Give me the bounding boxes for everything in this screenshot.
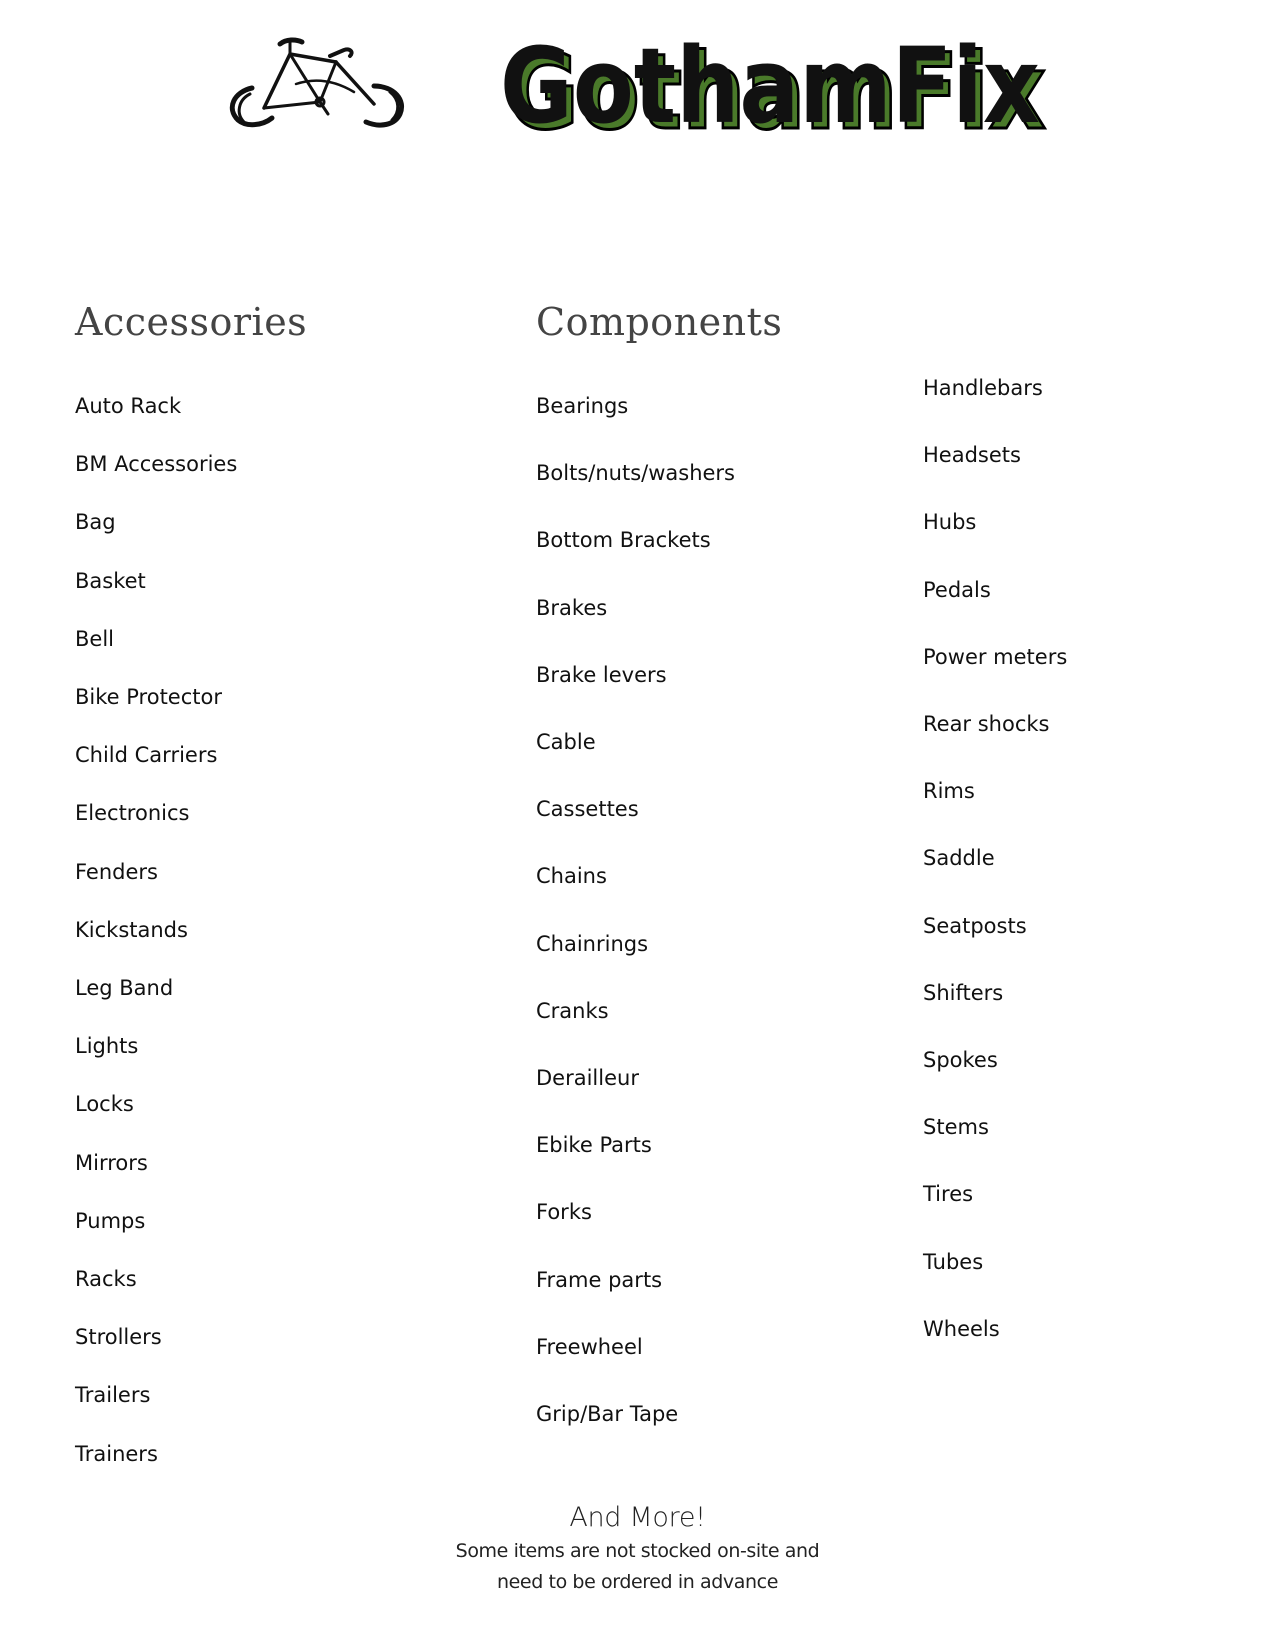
- footer-title: And More!: [569, 1502, 706, 1533]
- accessories-list-item: Pumps: [75, 1208, 146, 1233]
- components-list-item: Derailleur: [536, 1066, 639, 1090]
- footer: [0, 1500, 1275, 1598]
- components-list-item: Cranks: [536, 998, 609, 1023]
- components-list-item: Forks: [536, 1200, 592, 1225]
- accessories-list-item: Trailers: [75, 1383, 151, 1408]
- accessories-list-item: Fenders: [75, 859, 158, 884]
- accessories-list-item: Locks: [75, 1092, 134, 1117]
- accessories-list-item: BM Accessories: [75, 452, 238, 477]
- components-list-item: Bolts/nuts/washers: [536, 461, 735, 486]
- components-list-item: Wheels: [923, 1316, 1000, 1341]
- accessories-list-item: Lights: [75, 1034, 139, 1059]
- accessories-list-item: Trainers: [75, 1441, 158, 1466]
- components-list-item: Stems: [923, 1115, 989, 1140]
- accessories-list-item: Child Carriers: [75, 743, 218, 768]
- components-list-item: Ebike Parts: [536, 1133, 652, 1158]
- components-list-item: Handlebars: [923, 376, 1043, 400]
- components-list-item: Bottom Brackets: [536, 528, 711, 553]
- components-list-item: Shifters: [923, 980, 1004, 1005]
- components-list-item: Freewheel: [536, 1334, 643, 1359]
- components-list-item: Bearings: [536, 394, 629, 418]
- page-header: [0, 0, 1275, 160]
- components-list-item: Rear shocks: [923, 712, 1050, 736]
- components-heading: Components: [536, 300, 783, 344]
- components-list-item: Pedals: [923, 577, 991, 602]
- accessories-list-item: Bell: [75, 626, 114, 651]
- components-list-item: Rims: [923, 779, 975, 804]
- components-list-item: Tires: [923, 1182, 974, 1207]
- components-list-item: Spokes: [923, 1048, 998, 1072]
- components-list-item: Frame parts: [536, 1267, 663, 1292]
- components-list-item: Seatposts: [923, 913, 1027, 938]
- components-list-item: Cable: [536, 730, 596, 754]
- components-list-item: Brake levers: [536, 662, 667, 687]
- brand-name: GothamFix: [500, 25, 1040, 142]
- accessories-list-item: Auto Rack: [75, 394, 182, 418]
- components-list-item: Headsets: [923, 443, 1021, 468]
- brand-logo: [500, 22, 1060, 142]
- accessories-list-item: Mirrors: [75, 1150, 148, 1175]
- accessories-list-item: Bag: [75, 510, 116, 535]
- brand-name-shadow: GothamFix: [506, 31, 1046, 142]
- components-list-item: Cassettes: [536, 797, 639, 822]
- components-list-item: Tubes: [923, 1249, 984, 1274]
- accessories-list-item: Bike Protector: [75, 685, 222, 709]
- components-list-item: Chainrings: [536, 931, 649, 956]
- components-list-item: Grip/Bar Tape: [536, 1402, 679, 1426]
- accessories-list-item: Kickstands: [75, 917, 188, 942]
- accessories-list-item: Basket: [75, 568, 146, 593]
- components-list-item: Power meters: [923, 644, 1068, 669]
- accessories-list-item: Strollers: [75, 1325, 162, 1350]
- footer-note-line-1: Some items are not stocked on-site and: [455, 1540, 820, 1562]
- components-list-item: Brakes: [536, 595, 608, 620]
- accessories-list-item: Leg Band: [75, 976, 174, 1000]
- footer-note-line-2: need to be ordered in advance: [497, 1571, 778, 1593]
- accessories-heading: Accessories: [75, 300, 308, 344]
- accessories-list-item: Racks: [75, 1267, 137, 1291]
- accessories-list-item: Electronics: [75, 801, 190, 826]
- components-list-item: Saddle: [923, 846, 995, 871]
- components-list-item: Chains: [536, 864, 607, 889]
- components-list-item: Hubs: [923, 510, 977, 535]
- bicycle-icon: [224, 30, 409, 130]
